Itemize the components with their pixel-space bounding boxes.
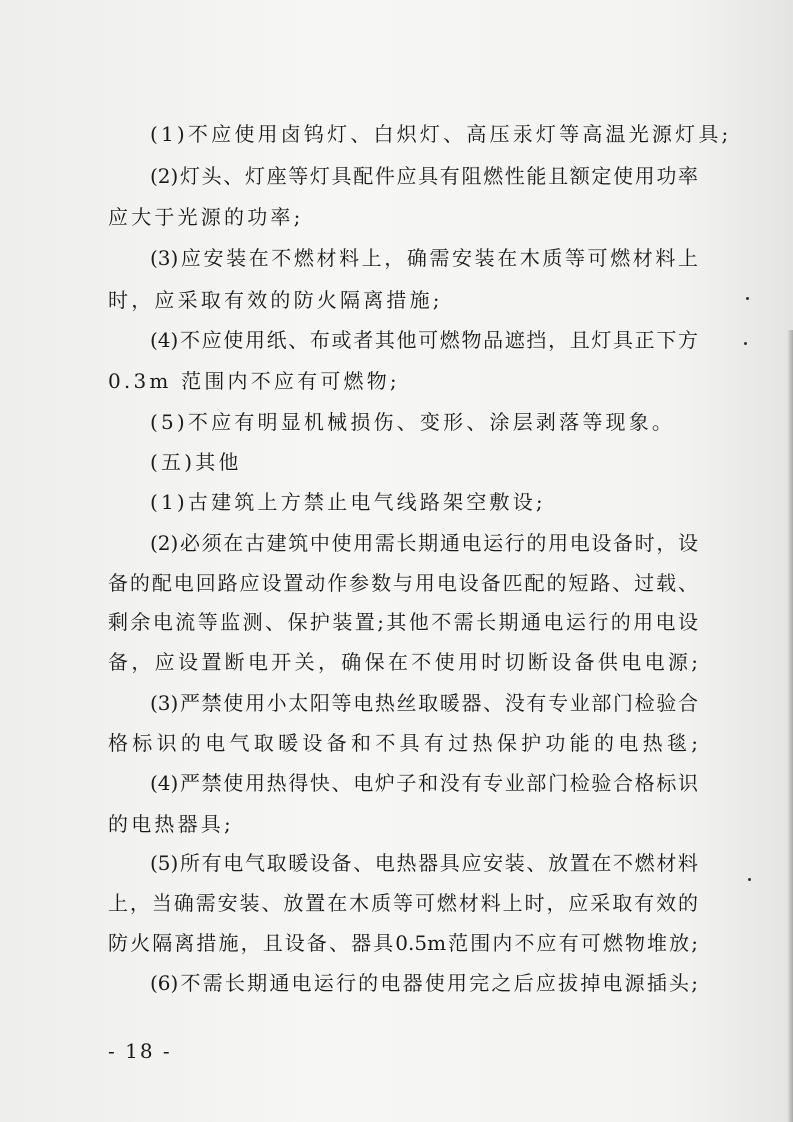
text-line: 0.3m 范围内不应有可燃物; [108, 369, 400, 393]
text-line: (5)不应有明显机械损伤、变形、涂层剥落等现象。 [150, 410, 676, 434]
text-line: (3)应安装在不燃材料上，确需安装在木质等可燃材料上 [150, 246, 698, 270]
text-line: (2)灯头、灯座等灯具配件应具有阻燃性能且额定使用功率 [150, 164, 698, 188]
text-line: 剩余电流等监测、保护装置;其他不需长期通电运行的用电设 [108, 610, 698, 634]
text-line: 时，应采取有效的防火隔离措施; [108, 288, 443, 312]
text-line: (1)古建筑上方禁止电气线路架空敷设; [150, 490, 546, 514]
text-line: 备，应设置断电开关，确保在不使用时切断设备供电电源; [108, 650, 698, 674]
scan-speck [746, 297, 749, 300]
text-line: 的电热器具; [108, 812, 234, 836]
scan-speck [748, 878, 751, 881]
text-line: 格标识的电气取暖设备和不具有过热保护功能的电热毯; [108, 731, 698, 755]
text-line: (4)不应使用纸、布或者其他可燃物品遮挡，且灯具正下方 [150, 328, 698, 352]
text-line: (3)严禁使用小太阳等电热丝取暖器、没有专业部门检验合 [150, 691, 698, 715]
text-line: 上，当确需安装、放置在木质等可燃材料上时，应采取有效的 [108, 891, 698, 915]
section-heading: (五)其他 [150, 450, 242, 474]
text-line: (5)所有电气取暖设备、电热器具应安装、放置在不燃材料 [150, 851, 698, 875]
text-line: (6)不需长期通电运行的电器使用完之后应拔掉电源插头; [150, 971, 698, 995]
text-line: (2)必须在古建筑中使用需长期通电运行的用电设备时，设 [150, 531, 698, 555]
text-line: (1)不应使用卤钨灯、白炽灯、高压汞灯等高温光源灯具; [150, 122, 732, 146]
text-line: (4)严禁使用热得快、电炉子和没有专业部门检验合格标识 [150, 771, 698, 795]
text-line: 备的配电回路应设置动作参数与用电设备匹配的短路、过载、 [108, 571, 698, 595]
scan-speck [744, 342, 747, 345]
page-edge-shadow [787, 330, 793, 1122]
text-line: 防火隔离措施，且设备、器具0.5m范围内不应有可燃物堆放; [108, 931, 698, 955]
page-number: - 18 - [108, 1039, 172, 1063]
text-line: 应大于光源的功率; [108, 205, 304, 229]
